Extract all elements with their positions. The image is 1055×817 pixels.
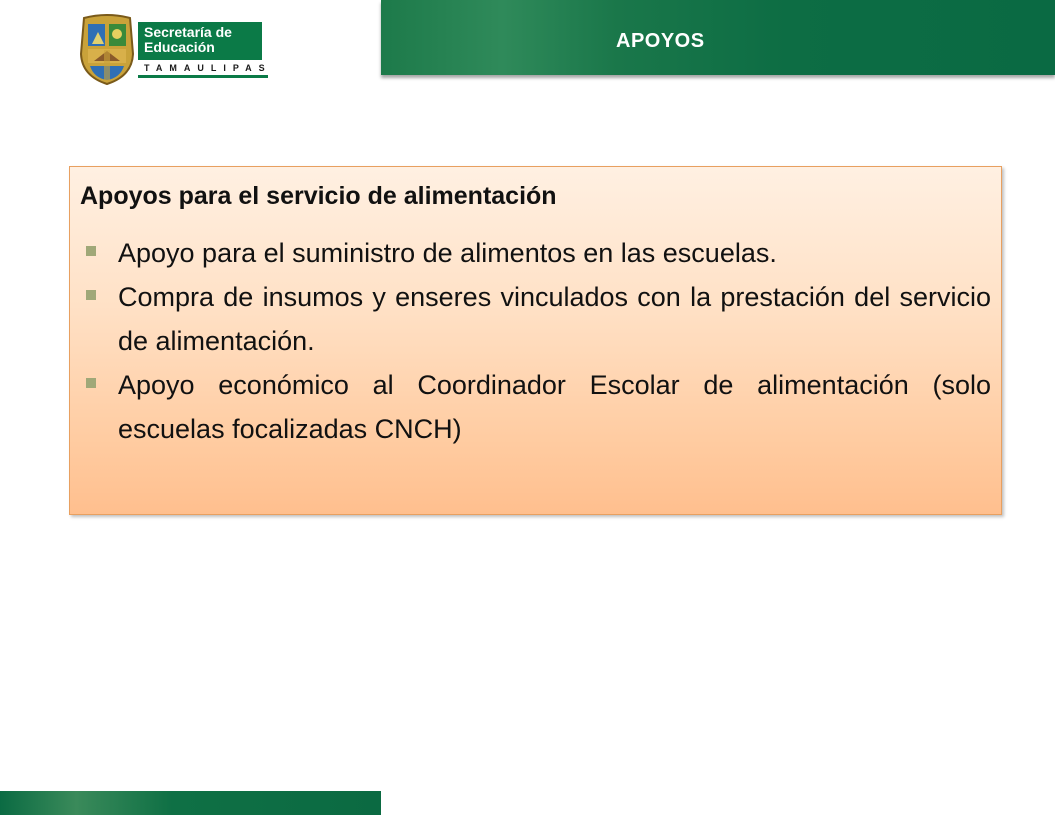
- secretaria-logo: [78, 14, 272, 86]
- banner-title: APOYOS: [616, 30, 705, 52]
- square-bullet-icon: [86, 246, 96, 256]
- tamaulipas-crest-icon: [78, 14, 136, 86]
- logo-wordmark: [138, 22, 272, 78]
- bullet-list: [80, 231, 991, 451]
- bullet-item: [80, 275, 991, 363]
- logo-state-name: TAMAULIPAS: [138, 61, 268, 78]
- square-bullet-icon: [86, 290, 96, 300]
- content-box: [69, 166, 1002, 515]
- bullet-item: [80, 231, 991, 275]
- footer-bar: [0, 791, 381, 815]
- box-heading: Apoyos para el servicio de alimentación: [80, 182, 557, 210]
- bullet-text: Compra de insumos y enseres vinculados con la prestación del servicio de alimentación.: [118, 282, 991, 356]
- square-bullet-icon: [86, 378, 96, 388]
- bullet-text: Apoyo económico al Coordinador Escolar de alimentación (solo escuelas focalizadas CNCH): [118, 370, 991, 444]
- logo-line-2: Educación: [144, 39, 215, 55]
- logo-title: [138, 22, 262, 60]
- header-banner: [381, 0, 1055, 75]
- bullet-text: Apoyo para el suministro de alimentos en las escuelas.: [118, 238, 777, 268]
- logo-line-1: Secretaría de: [144, 24, 232, 40]
- bullet-item: [80, 363, 991, 451]
